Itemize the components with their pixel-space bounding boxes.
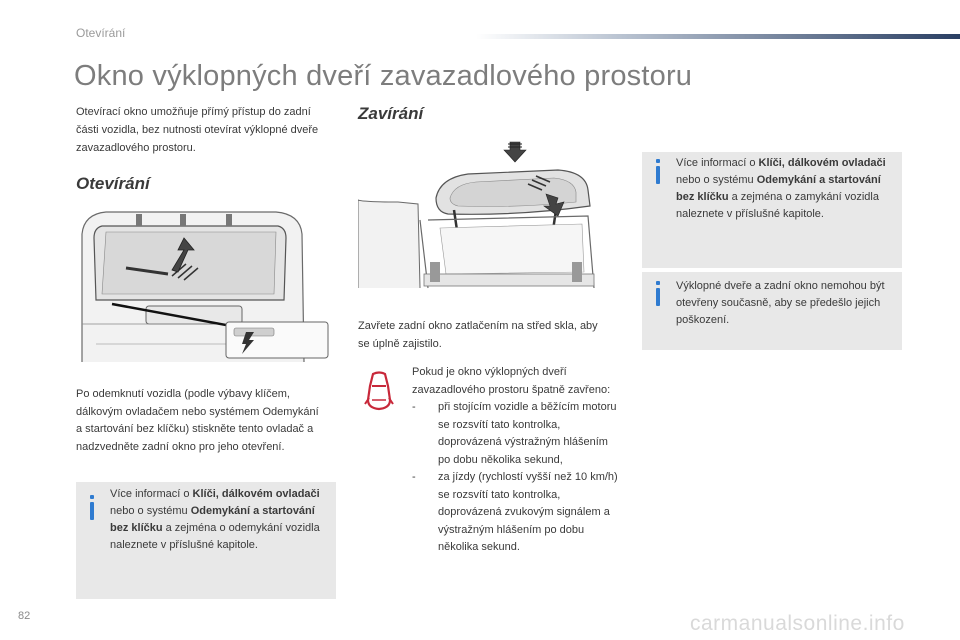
watermark: carmanualsonline.info	[690, 612, 905, 635]
warning-item: - při stojícím vozidle a běžícím motoru se rozsvítí tato kontrolka, doprovázená výstražným hlášením po dobu několika sekund,	[412, 399, 622, 469]
right-info-text-2: Výklopné dveře a zadní okno nemohou být otevřeny současně, aby se předešlo jejich poškození.	[676, 280, 885, 326]
right-info-box-1	[642, 152, 902, 268]
page-title: Okno výklopných dveří zavazadlového prostoru	[74, 60, 693, 92]
door-warning-icon	[364, 370, 394, 412]
closing-heading: Zavírání	[358, 104, 424, 123]
opening-info-text: Více informací o Klíči, dálkovém ovladači nebo o systému Odemykání a startování bez klíčku a zejména o odemykání vozidla naleznete v příslušné kapitole.	[110, 488, 320, 551]
closing-warning	[412, 364, 622, 557]
right-info-box-2	[642, 272, 902, 350]
page-number: 82	[18, 610, 31, 622]
opening-illustration	[76, 204, 332, 364]
opening-text: Po odemknutí vozidla (podle výbavy klíčem, dálkovým ovladačem nebo systémem Odemykání a startování bez klíčku) stiskněte tento ovladač a nadzvedněte zadní okno pro jeho otevření.	[76, 388, 319, 453]
closing-illustration	[358, 140, 618, 290]
info-icon	[656, 166, 660, 184]
info-icon	[656, 288, 660, 306]
info-icon	[90, 502, 94, 520]
header-bar	[476, 34, 960, 39]
opening-info-box	[76, 482, 336, 599]
running-header: Otevírání	[76, 26, 126, 40]
opening-heading: Otevírání	[76, 174, 150, 193]
intro-paragraph: Otevírací okno umožňuje přímý přístup do zadní části vozidla, bez nutnosti otevírat výklopné dveře zavazadlového prostoru.	[76, 106, 319, 154]
closing-text: Zavřete zadní okno zatlačením na střed skla, aby se úplně zajistilo.	[358, 320, 598, 350]
right-info-text-1: Více informací o Klíči, dálkovém ovladači nebo o systému Odemykání a startování bez klíčku a zejména o zamykání vozidla naleznete v příslušné kapitole.	[676, 157, 886, 220]
warning-item: - za jízdy (rychlostí vyšší než 10 km/h) se rozsvítí tato kontrolka, doprovázená zvukovým signálem a výstražným hlášením po dobu několika sekund.	[412, 469, 622, 557]
warning-intro: Pokud je okno výklopných dveří zavazadlového prostoru špatně zavřeno:	[412, 366, 611, 396]
